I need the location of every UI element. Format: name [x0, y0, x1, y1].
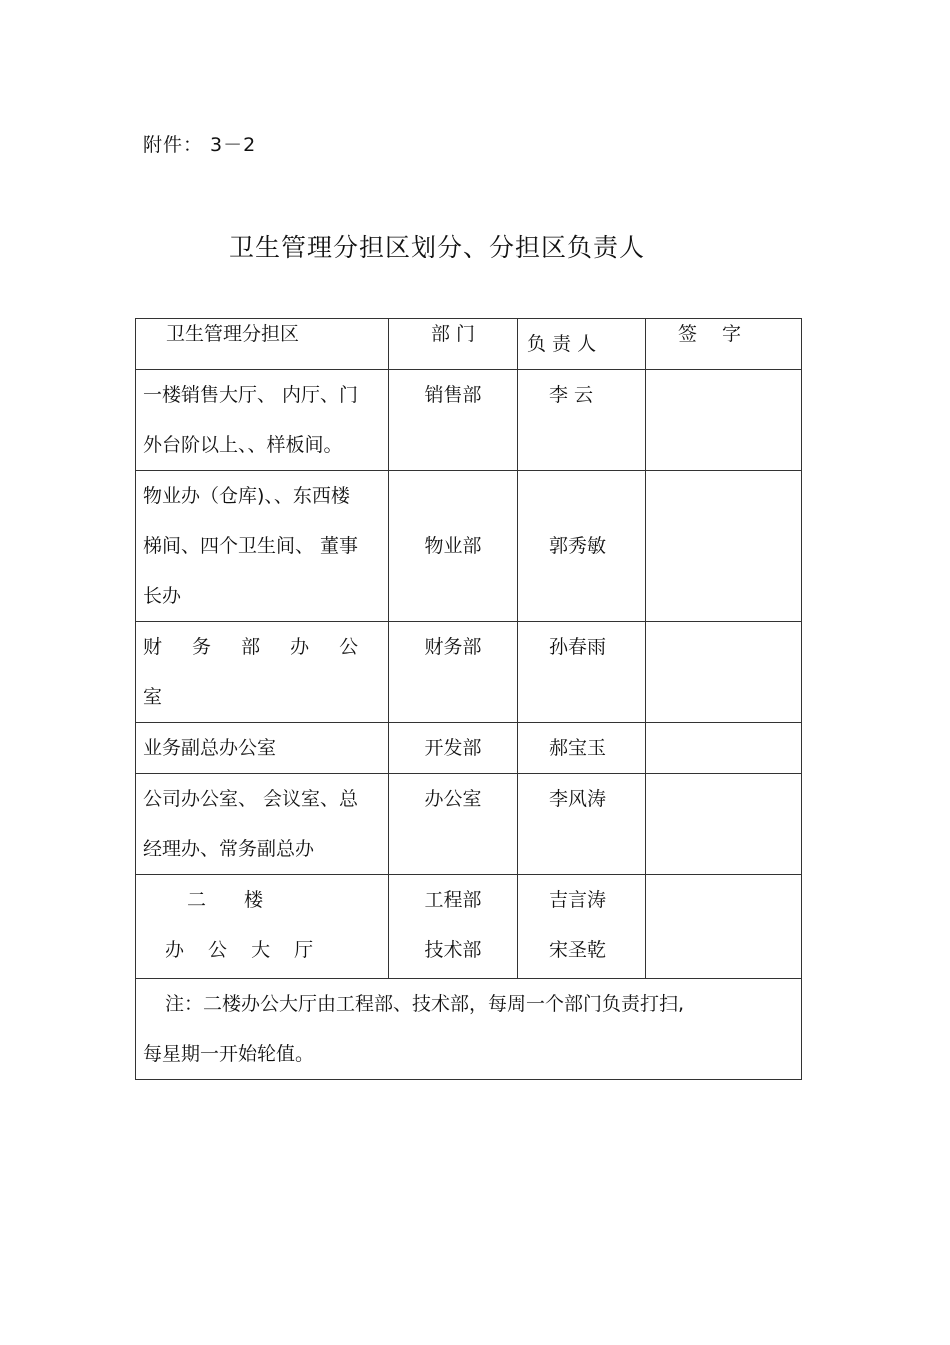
note-cell: 注：二楼办公大厅由工程部、技术部，每周一个部门负责打扫, 每星期一开始轮值。 [136, 979, 802, 1080]
area-cell: 业务副总办公室 [136, 723, 389, 774]
header-row [136, 319, 802, 370]
person-cell: 孙春雨 [518, 622, 646, 723]
sign-cell[interactable] [646, 875, 802, 979]
attachment-label: 附件： 3－2 [143, 134, 257, 156]
header-person: 负 责 人 [518, 319, 646, 370]
sign-cell[interactable] [646, 370, 802, 471]
person-cell: 郝宝玉 [518, 723, 646, 774]
dept-cell: 办公室 [389, 774, 518, 875]
header-sign: 签 字 [646, 319, 802, 370]
table-row [136, 370, 802, 471]
dept-cell: 物业部 [389, 471, 518, 622]
table-row [136, 471, 802, 622]
table-row [136, 723, 802, 774]
header-dept: 部 门 [389, 319, 518, 370]
dept-cell: 开发部 [389, 723, 518, 774]
person-cell: 吉言涛 宋圣乾 [518, 875, 646, 979]
area-cell: 一楼销售大厅、 内厅、门 外台阶以上、、样板间。 [136, 370, 389, 471]
dept-cell: 工程部 技术部 [389, 875, 518, 979]
sign-cell[interactable] [646, 471, 802, 622]
table-row [136, 875, 802, 979]
person-cell: 李风涛 [518, 774, 646, 875]
area-cell: 物业办（仓库)、、东西楼 梯间、四个卫生间、 董事 长办 [136, 471, 389, 622]
sign-cell[interactable] [646, 622, 802, 723]
sign-cell[interactable] [646, 723, 802, 774]
dept-cell: 销售部 [389, 370, 518, 471]
responsibility-table [135, 318, 802, 1080]
note-row [136, 979, 802, 1080]
document-title: 卫生管理分担区划分、分担区负责人 [229, 233, 646, 262]
person-cell: 李 云 [518, 370, 646, 471]
header-area: 卫生管理分担区 [136, 319, 389, 370]
dept-cell: 财务部 [389, 622, 518, 723]
person-cell: 郭秀敏 [518, 471, 646, 622]
area-cell: 二 楼 办 公 大 厅 [136, 875, 389, 979]
area-cell: 公司办公室、 会议室、总 经理办、常务副总办 [136, 774, 389, 875]
area-cell: 财 务 部 办 公 室 [136, 622, 389, 723]
sign-cell[interactable] [646, 774, 802, 875]
table-row [136, 622, 802, 723]
table-row [136, 774, 802, 875]
